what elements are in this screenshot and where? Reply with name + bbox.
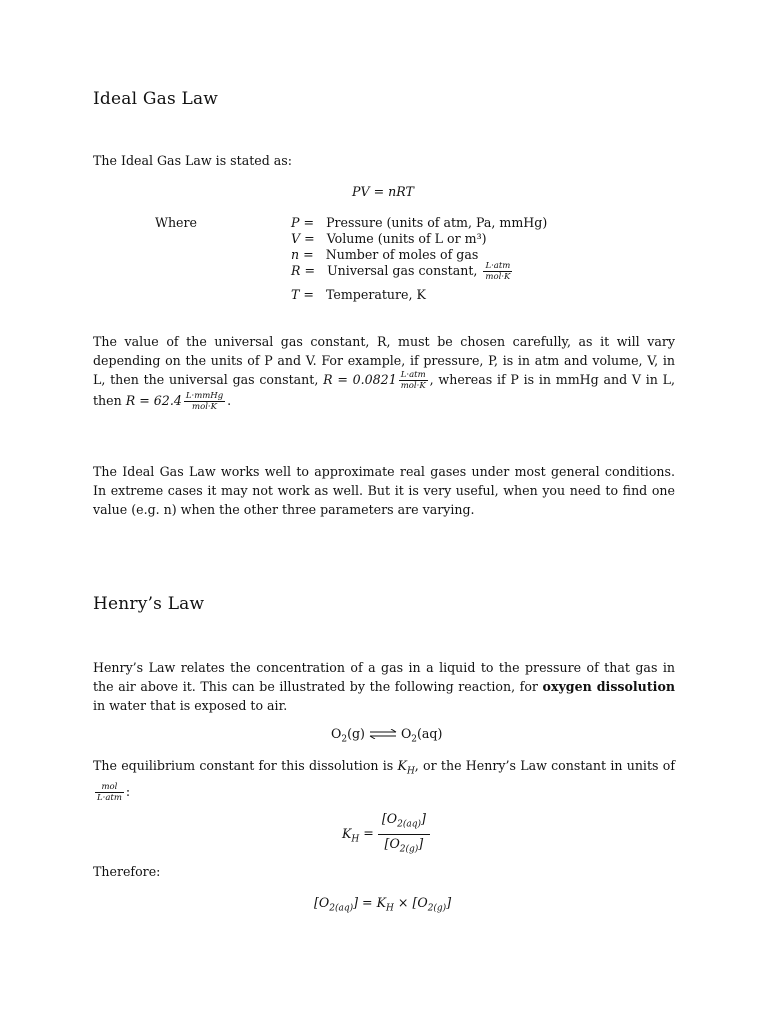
variable-symbol: V bbox=[291, 231, 301, 246]
r-value-mmhg: R = 62.4 bbox=[125, 393, 182, 408]
heading-ideal-gas-law: Ideal Gas Law bbox=[93, 89, 219, 109]
bold-oxygen-dissolution: oxygen dissolution bbox=[542, 679, 675, 694]
variable-symbol: P bbox=[291, 215, 300, 230]
kh-equation: $K_H$ = $\frac{[O_{2(aq)}]}{[O_{2(g)}]}$ bbox=[342, 810, 430, 858]
kh-fraction: $\frac{[O_{2(aq)}]}{[O_{2(g)}]}$ bbox=[378, 810, 430, 858]
variable-description: Pressure (units of atm, Pa, mmHg) bbox=[326, 215, 548, 230]
r-atm-units: $\frac{\text{L·atm}}{\text{mol·K}}$ bbox=[400, 370, 426, 391]
ideal-gas-equation: PV = nRT bbox=[352, 184, 414, 199]
kh-units-fraction: $\frac{\text{mol}}{\text{L·atm}}$ bbox=[97, 781, 122, 803]
paragraph-ideal-usefulness: The Ideal Gas Law works well to approximate real gases under most general conditions. In extreme cases it may not work as well. But it is very useful, when you need to find one value (e.g. n) when the other three parameters are varying. bbox=[93, 464, 675, 517]
variable-description: Number of moles of gas bbox=[325, 247, 479, 262]
r-mmhg-units: $\frac{\text{L·mmHg}}{\text{mol·K}}$ bbox=[185, 391, 224, 412]
variable-description: Volume (units of L or m³) bbox=[326, 231, 487, 246]
equilibrium-arrow-icon bbox=[369, 727, 397, 742]
variable-row: V = Volume (units of L or m³) bbox=[291, 231, 487, 246]
paragraph-equilibrium-constant: The equilibrium constant for this dissolution is $K_H$, or the Henry’s Law constant in units of $\frac{\text{mol}}{\text{L·atm}}$ : bbox=[93, 758, 675, 803]
r-value-atm: R = 0.0821 bbox=[323, 372, 397, 387]
paragraph-r-constant: The value of the universal gas constant, R, must be chosen carefully, as it will vary depending on the units of P and V. For example, if pressure, P, is in atm and volume, V, in L, then the universal gas constant, R = 0.0821 $\frac{\text{L·atm}}{\text{mol·K}}$ , whereas if P is in mmHg and V in L, then R = 62.4 $\frac{\text{L·mmHg}}{\text{mol·K}}$ . bbox=[93, 334, 676, 412]
variable-symbol: n bbox=[291, 247, 300, 262]
paragraph-henry-intro: Henry’s Law relates the concentration of a gas in a liquid to the pressure of that gas in the air above it. This can be illustrated by the following reaction, for oxygen dissolution in water that is exposed to air. bbox=[93, 660, 675, 713]
variable-row: R = Universal gas constant, $\frac{\text{L·atm}}{\text{mol·K}}$ bbox=[291, 261, 511, 282]
variable-description: Temperature, K bbox=[325, 287, 426, 302]
kh-symbol: $K_H$ bbox=[397, 758, 415, 777]
variable-description: Universal gas constant, bbox=[327, 263, 478, 278]
therefore-label: Therefore: bbox=[93, 864, 161, 879]
variable-row: T = Temperature, K bbox=[291, 287, 426, 302]
where-label: Where bbox=[155, 215, 197, 230]
variable-symbol: R bbox=[291, 263, 301, 278]
ideal-intro: The Ideal Gas Law is stated as: bbox=[93, 153, 293, 168]
heading-henrys-law: Henry’s Law bbox=[93, 594, 205, 614]
variable-symbol: T bbox=[291, 287, 300, 302]
dissolution-reaction: $O_2(g)$ $O_2(aq)$ bbox=[331, 726, 443, 745]
final-equation: $[O_{2(aq)}] = K_H \times [O_{2(g)}]$ bbox=[314, 895, 452, 914]
variable-row: P = Pressure (units of atm, Pa, mmHg) bbox=[291, 215, 548, 230]
r-units-fraction: $\frac{\text{L·atm}}{\text{mol·K}}$ bbox=[485, 261, 511, 282]
variable-row: n = Number of moles of gas bbox=[291, 247, 479, 262]
